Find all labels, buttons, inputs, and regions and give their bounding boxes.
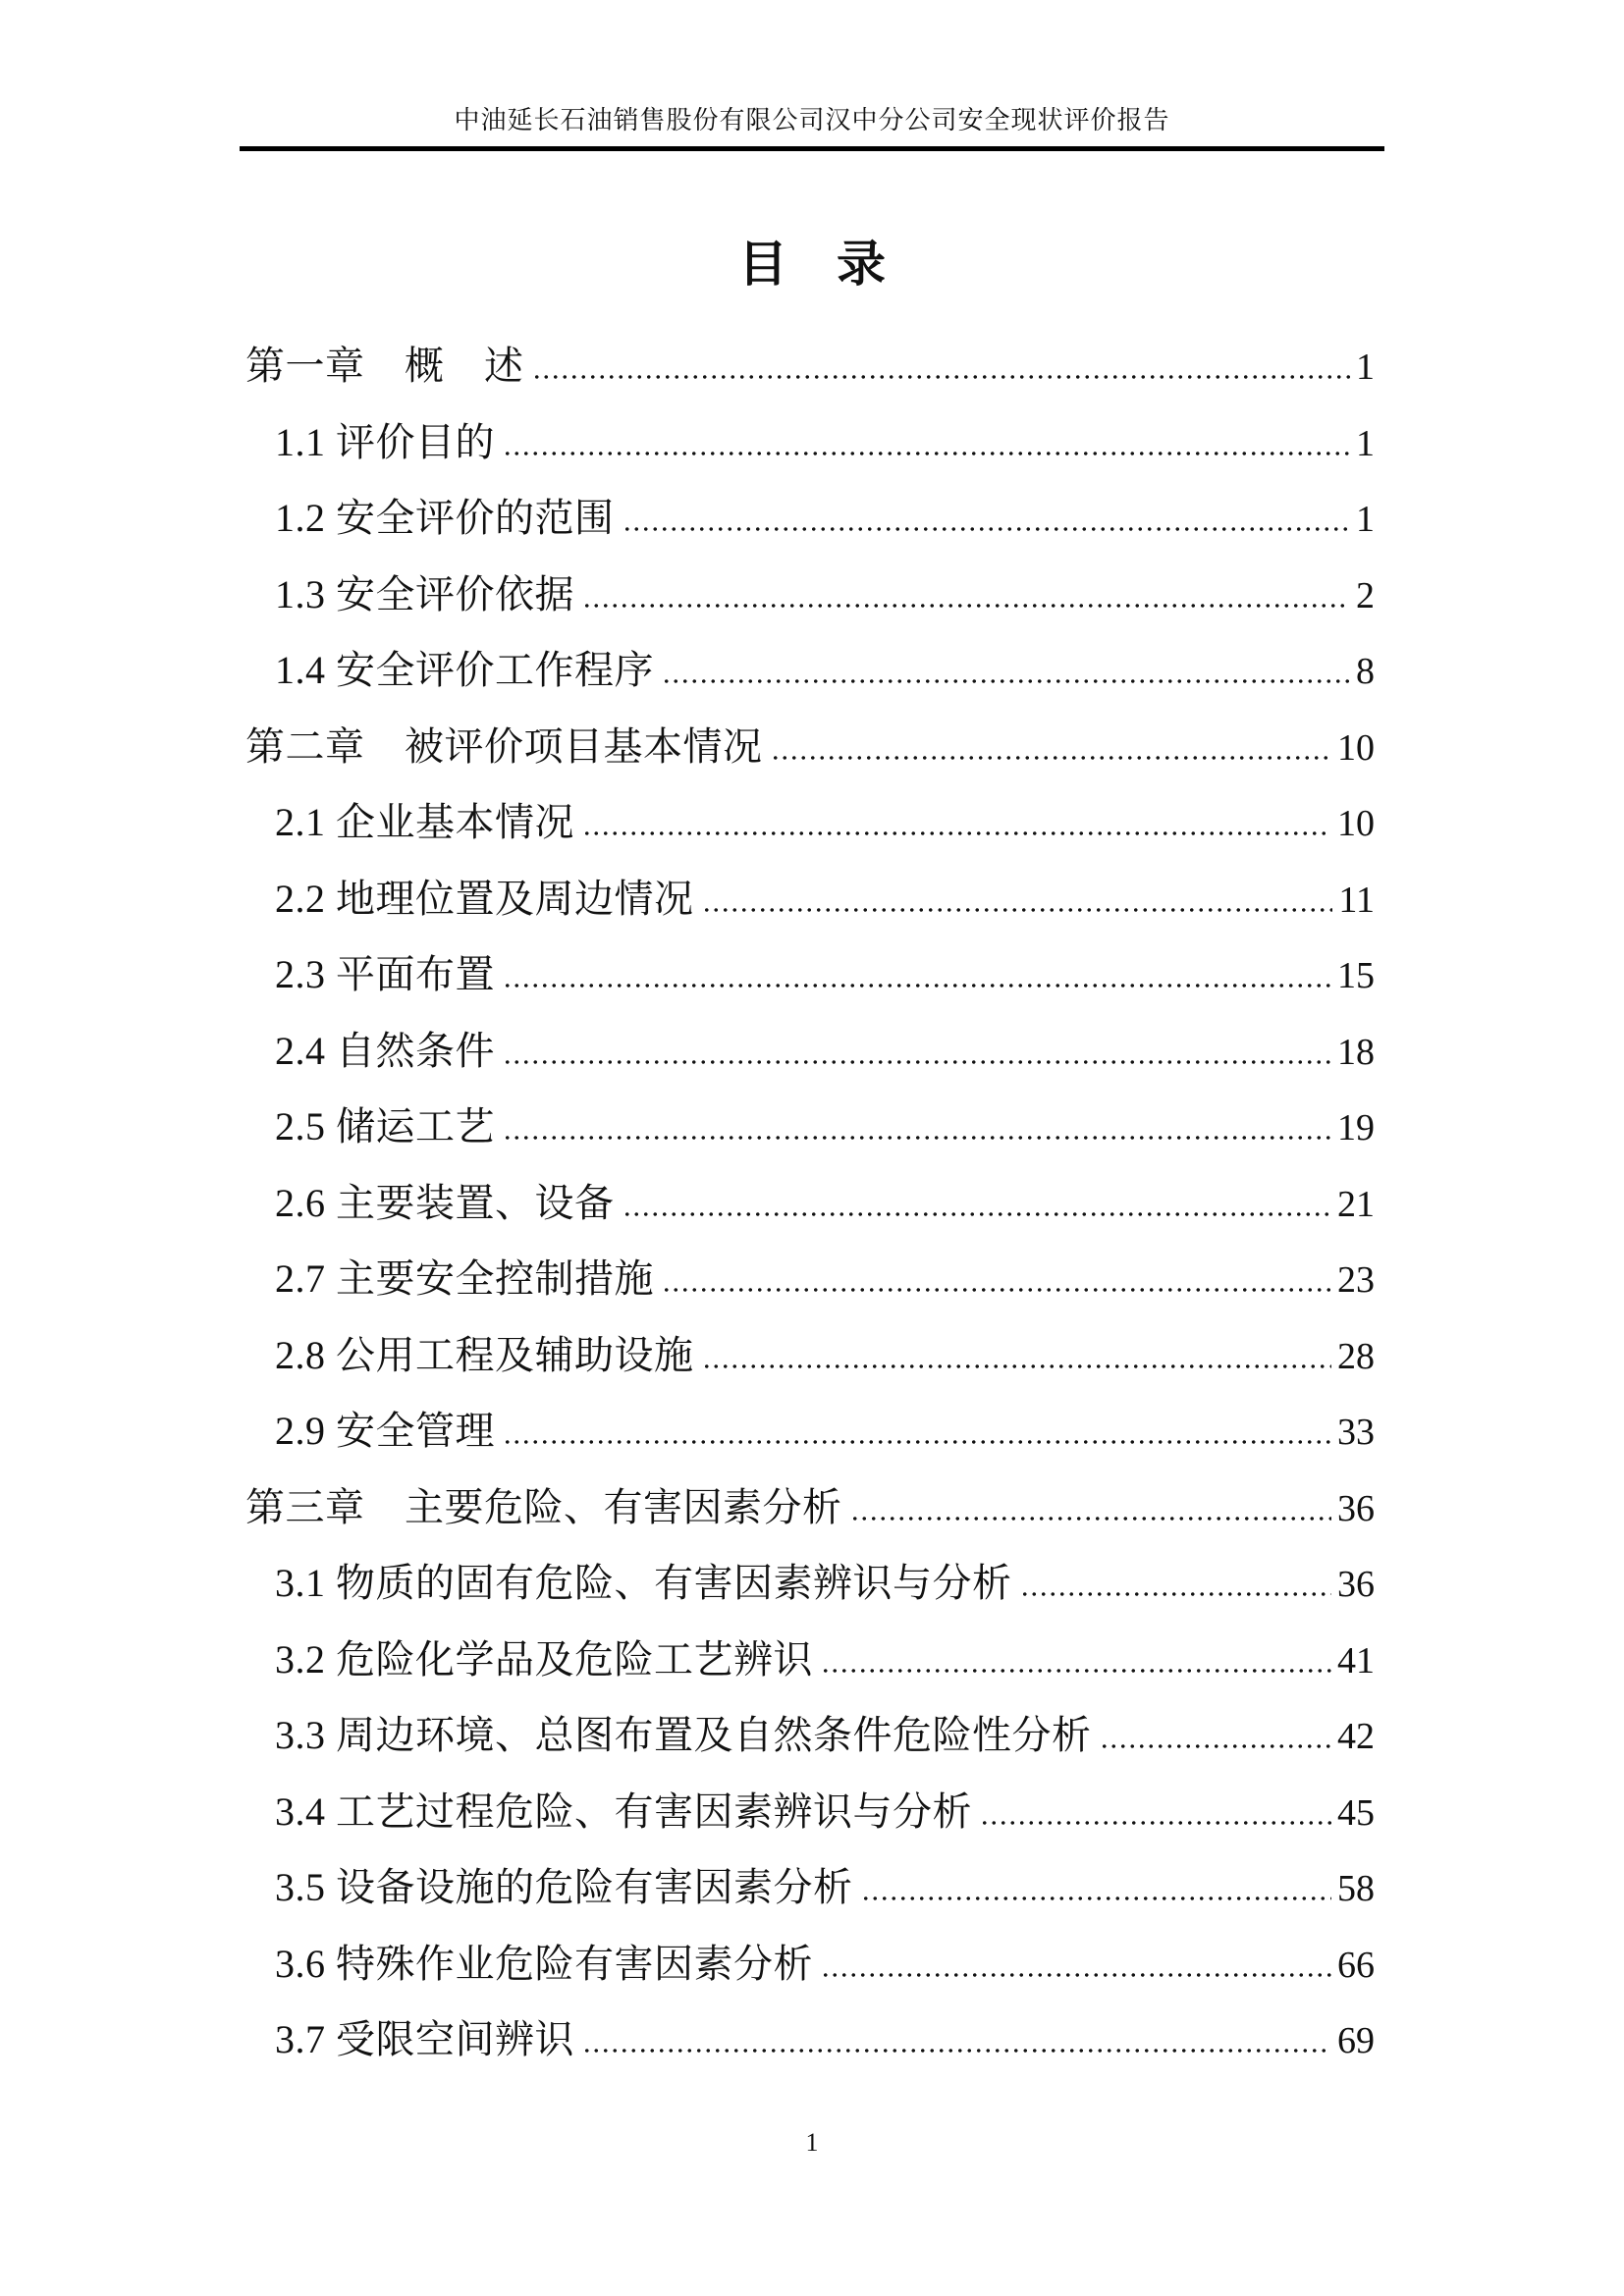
toc-entry[interactable]: [245, 791, 1375, 868]
toc-entry-page: 28: [1337, 1335, 1375, 1377]
toc-dot-leader: [623, 1212, 1332, 1216]
toc-entry-page: 10: [1337, 726, 1375, 769]
toc-entry-page: 1: [1356, 499, 1375, 540]
toc-entry[interactable]: [245, 639, 1375, 716]
toc-dot-leader: [503, 1440, 1331, 1444]
toc-entry-label: 3.3 周边环境、总图布置及自然条件危险性分析: [275, 1713, 1092, 1757]
toc-entry-label: 3.1 物质的固有危险、有害因素辨识与分析: [275, 1561, 1012, 1605]
toc-entry[interactable]: [245, 1552, 1375, 1629]
toc-dot-leader: [702, 1364, 1332, 1368]
toc-list: [245, 335, 1375, 2085]
toc-entry-page: 2: [1356, 574, 1375, 616]
toc-entry-label: 3.7 受限空间辨识: [275, 2017, 574, 2061]
page-header: [240, 104, 1384, 151]
toc-entry-label: 2.6 主要装置、设备: [275, 1180, 615, 1225]
toc-dot-leader: [623, 527, 1351, 531]
toc-dot-leader: [582, 831, 1331, 835]
toc-entry-page: 1: [1356, 347, 1375, 388]
toc-entry[interactable]: [245, 1704, 1375, 1781]
toc-dot-leader: [582, 2049, 1331, 2053]
toc-entry[interactable]: [245, 1629, 1375, 1705]
footer-page-number: 1: [805, 2128, 819, 2157]
toc-entry-label: 3.6 特殊作业危险有害因素分析: [275, 1941, 813, 1986]
toc-entry-label: 2.9 安全管理: [275, 1409, 495, 1453]
toc-entry-page: 66: [1337, 1944, 1375, 1986]
toc-dot-leader: [861, 1896, 1332, 1900]
toc-entry-page: 18: [1337, 1031, 1375, 1073]
toc-entry[interactable]: [245, 1856, 1375, 1933]
toc-entry[interactable]: [245, 943, 1375, 1020]
toc-entry[interactable]: [245, 868, 1375, 944]
toc-entry-page: 11: [1338, 879, 1375, 921]
toc-entry-page: 58: [1337, 1868, 1375, 1909]
toc-entry-page: 45: [1337, 1791, 1375, 1834]
toc-entry-page: 8: [1356, 651, 1375, 692]
toc-entry-label: 1.1 评价目的: [275, 419, 495, 464]
toc-entry-page: 21: [1337, 1183, 1375, 1225]
toc-entry-page: 33: [1337, 1412, 1375, 1453]
toc-entry[interactable]: [245, 411, 1375, 488]
toc-entry[interactable]: [245, 1476, 1375, 1553]
toc-dot-leader: [980, 1821, 1331, 1825]
toc-dot-leader: [503, 452, 1350, 455]
toc-entry[interactable]: [245, 1172, 1375, 1249]
toc-dot-leader: [662, 1288, 1331, 1292]
toc-entry-label: 2.2 地理位置及周边情况: [275, 876, 694, 921]
toc-dot-leader: [503, 1060, 1331, 1064]
toc-entry-label: 1.4 安全评价工作程序: [275, 648, 654, 692]
toc-entry-label: 2.4 自然条件: [275, 1028, 495, 1073]
toc-entry[interactable]: [245, 1248, 1375, 1324]
toc-entry-label: 3.4 工艺过程危险、有害因素辨识与分析: [275, 1789, 972, 1834]
toc-entry-label: 2.7 主要安全控制措施: [275, 1256, 654, 1301]
page-title: 目 录: [738, 237, 886, 292]
toc-entry-page: 1: [1356, 422, 1375, 464]
toc-dot-leader: [821, 1973, 1331, 1977]
toc-entry-page: 10: [1337, 803, 1375, 844]
toc-entry-page: 42: [1337, 1716, 1375, 1757]
toc-entry[interactable]: [245, 2008, 1375, 2085]
toc-entry[interactable]: [245, 1933, 1375, 2009]
toc-entry-label: 1.2 安全评价的范围: [275, 496, 615, 540]
toc-entry-label: 1.3 安全评价依据: [275, 571, 574, 616]
toc-entry-page: 36: [1337, 1564, 1375, 1605]
toc-dot-leader: [771, 756, 1332, 760]
toc-entry[interactable]: [245, 335, 1375, 411]
toc-entry-label: 第三章 主要危险、有害因素分析: [245, 1484, 842, 1529]
toc-entry-page: 36: [1337, 1487, 1375, 1529]
toc-entry-label: 第二章 被评价项目基本情况: [245, 723, 763, 769]
toc-dot-leader: [503, 1136, 1331, 1140]
toc-entry[interactable]: [245, 1020, 1375, 1096]
toc-entry-page: 19: [1337, 1107, 1375, 1148]
toc-entry-label: 2.1 企业基本情况: [275, 800, 574, 844]
toc-entry-label: 第一章 概 述: [245, 344, 524, 388]
toc-entry-label: 3.2 危险化学品及危险工艺辨识: [275, 1636, 813, 1682]
toc-dot-leader: [1020, 1592, 1332, 1596]
toc-entry-page: 15: [1337, 955, 1375, 996]
toc-entry[interactable]: [245, 1400, 1375, 1476]
toc-dot-leader: [850, 1517, 1332, 1521]
toc-dot-leader: [662, 679, 1350, 683]
toc-entry-label: 3.5 设备设施的危险有害因素分析: [275, 1865, 853, 1909]
toc-entry-page: 69: [1337, 2020, 1375, 2061]
page-header-title: 中油延长石油销售股份有限公司汉中分公司安全现状评价报告: [454, 106, 1170, 134]
toc-entry[interactable]: [245, 1095, 1375, 1172]
toc-dot-leader: [532, 375, 1351, 379]
toc-dot-leader: [503, 984, 1331, 988]
toc-entry[interactable]: [245, 487, 1375, 563]
toc-entry-page: 41: [1337, 1639, 1375, 1682]
toc-entry-label: 2.5 储运工艺: [275, 1104, 495, 1148]
toc-dot-leader: [821, 1669, 1331, 1673]
toc-dot-leader: [1100, 1744, 1332, 1748]
toc-entry-label: 2.8 公用工程及辅助设施: [275, 1332, 694, 1377]
toc-entry-page: 23: [1337, 1259, 1375, 1301]
toc-dot-leader: [582, 604, 1350, 608]
toc-dot-leader: [702, 908, 1333, 912]
toc-entry[interactable]: [245, 1781, 1375, 1857]
toc-entry[interactable]: [245, 563, 1375, 640]
toc-entry[interactable]: [245, 716, 1375, 792]
toc-entry-label: 2.3 平面布置: [275, 952, 495, 996]
toc-entry[interactable]: [245, 1324, 1375, 1401]
